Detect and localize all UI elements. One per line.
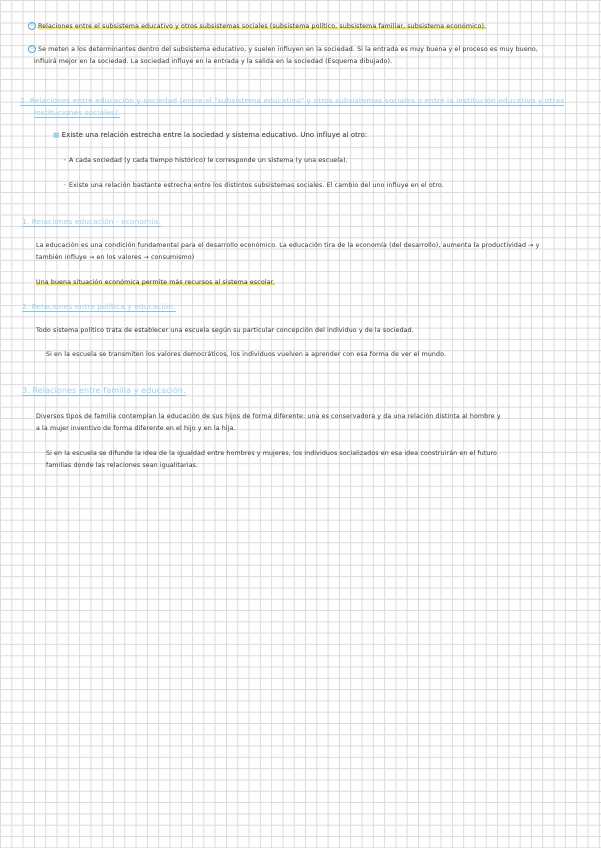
paragraph-text: Diversos tipos de familia contemplan la educación de sus hijos de forma diferente: una es conservadora y da una relación distinta al hombre y — [36, 413, 501, 420]
bullet-text: Existe una relación estrecha entre la sociedad y sistema educativo. Uno influye al otro: — [61, 131, 368, 139]
paragraph-line — [46, 449, 497, 458]
note-line — [34, 57, 392, 66]
bullet-item — [63, 181, 444, 190]
heading-text: instituciones sociales). — [34, 108, 121, 117]
note-line — [28, 45, 538, 54]
heading-text: 1. Relaciones educación - economía. — [22, 217, 161, 226]
paragraph-text: a la mujer inventivo de forma diferente en el hijo y en la hija. — [36, 425, 236, 432]
bullet-marker: ■ — [53, 131, 60, 139]
bullet-item — [53, 131, 367, 140]
paragraph-text: familias donde las relaciones sean igualitarias. — [46, 462, 199, 469]
paragraph-text: Si en la escuela se transmiten los valores democráticos, los individuos vuelven a aprender con esa forma de ver el mundo. — [46, 351, 447, 358]
note-text: Relaciones entre el subsistema educativo y otros subsistemas sociales (subsistema político, subsistema familiar, subsistema económico). — [38, 23, 487, 30]
note-text: influirá mejor en la sociedad. La sociedad influye en la entrada y la salida en la sociedad (Esquema dibujado). — [34, 58, 393, 65]
note-line — [28, 22, 486, 31]
paragraph-line — [36, 278, 275, 287]
section-heading — [20, 96, 564, 105]
paragraph-text: Todo sistema político trata de establecer una escuela según su particular concepción del individuo y de la sociedad. — [36, 327, 414, 334]
note-text: Se meten a los determinantes dentro del subsistema educativo, y suelen influyen en la sociedad. Si la entrada es muy buena y el proceso es muy bueno, — [38, 46, 538, 53]
paragraph-line — [46, 350, 446, 359]
section-heading — [22, 217, 161, 226]
bullet-marker: • — [63, 182, 67, 189]
paragraph-line — [36, 412, 501, 421]
bullet-item — [63, 156, 348, 165]
bullet-text: Existe una relación bastante estrecha entre los distintos subsistemas sociales. El cambio del uno influye en el otro. — [68, 182, 444, 189]
section-heading-cont — [34, 108, 120, 117]
paragraph-line — [36, 424, 236, 433]
heading-text: 2. Relaciones entre política y educación. — [22, 302, 176, 311]
paragraph-line — [36, 241, 539, 250]
circled-number-marker: ① — [29, 23, 35, 28]
paragraph-line — [46, 461, 198, 470]
heading-text: 3. Relaciones entre familia y educación. — [22, 386, 186, 395]
paragraph-text: también influye → en los valores → consumismo) — [36, 254, 195, 261]
bullet-marker: • — [63, 157, 67, 164]
paragraph-text: La educación es una condición fundamental para el desarrollo económico. La educación tira de la economía (del desarrollo), aumenta la productividad → y — [36, 242, 540, 249]
paragraph-line — [36, 253, 194, 262]
section-heading — [22, 386, 186, 395]
section-heading — [22, 302, 176, 311]
heading-text: 2. Relaciones entre educación y sociedad (entre el "subsistema educativo" y otros subsistemas sociales o entre la institución educativa y otras — [20, 96, 565, 105]
circled-number-marker: ① — [29, 46, 35, 51]
paragraph-text: Una buena situación económica permite más recursos al sistema escolar. — [36, 279, 275, 286]
bullet-text: A cada sociedad (y cada tiempo histórico) le corresponde un sistema (y una escuela). — [68, 157, 348, 164]
paragraph-text: Si en la escuela se difunde la idea de la igualdad entre hombres y mujeres, los individuos socializados en esa idea construirán en el futuro — [46, 450, 498, 457]
paragraph-line — [36, 326, 414, 335]
